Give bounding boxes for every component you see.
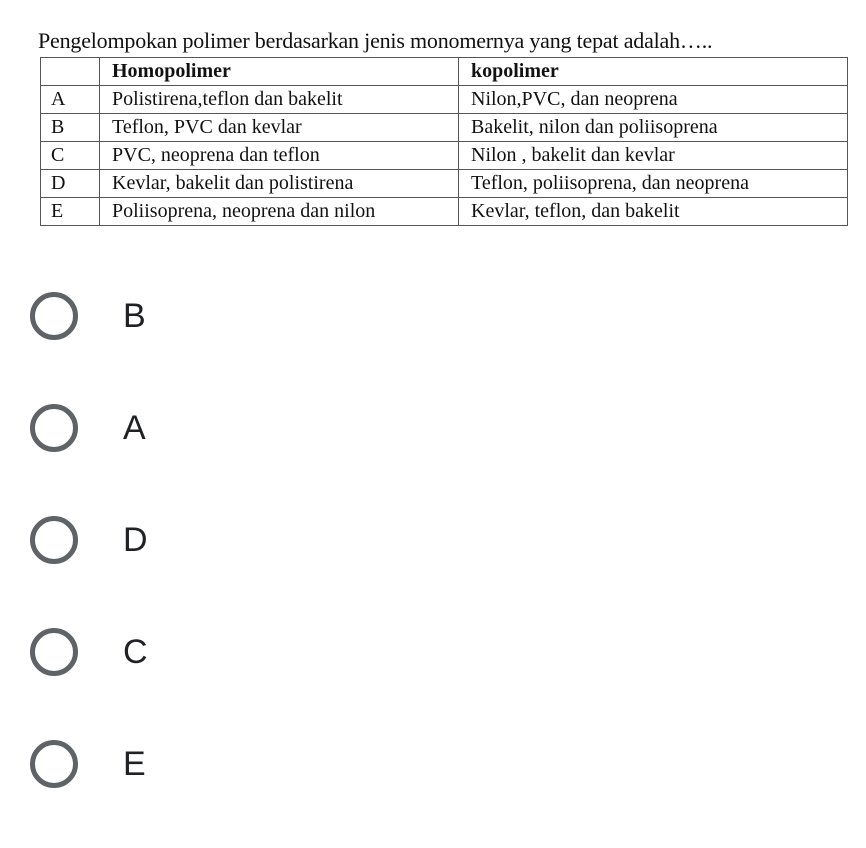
table-cell-homopolimer: Kevlar, bakelit dan polistirena bbox=[100, 170, 459, 198]
question-text: Pengelompokan polimer berdasarkan jenis monomernya yang tepat adalah….. bbox=[38, 28, 713, 53]
table-cell-kopolimer: Kevlar, teflon, dan bakelit bbox=[459, 198, 848, 226]
option-label[interactable]: A bbox=[123, 408, 146, 447]
polymer-table bbox=[40, 57, 848, 226]
option-label[interactable]: B bbox=[123, 296, 146, 335]
table-cell-homopolimer: Poliisoprena, neoprena dan nilon bbox=[100, 198, 459, 226]
radio-button-icon[interactable] bbox=[30, 292, 78, 340]
table-cell-kopolimer: Bakelit, nilon dan poliisoprena bbox=[459, 114, 848, 142]
table-cell-letter: A bbox=[41, 86, 100, 114]
table-row bbox=[41, 170, 848, 198]
table-cell-homopolimer: PVC, neoprena dan teflon bbox=[100, 142, 459, 170]
table-cell-homopolimer: Polistirena,teflon dan bakelit bbox=[100, 86, 459, 114]
option-e[interactable] bbox=[30, 736, 830, 792]
table-cell-letter: B bbox=[41, 114, 100, 142]
option-label[interactable]: E bbox=[123, 744, 146, 783]
table-cell-letter: C bbox=[41, 142, 100, 170]
option-label[interactable]: C bbox=[123, 632, 148, 671]
table-row bbox=[41, 198, 848, 226]
table-header-cell bbox=[41, 58, 100, 86]
option-a[interactable] bbox=[30, 400, 830, 456]
table-header-kopolimer: kopolimer bbox=[459, 58, 848, 86]
table-row bbox=[41, 142, 848, 170]
table-row bbox=[41, 86, 848, 114]
option-d[interactable] bbox=[30, 512, 830, 568]
table-cell-kopolimer: Teflon, poliisoprena, dan neoprena bbox=[459, 170, 848, 198]
option-b[interactable] bbox=[30, 288, 830, 344]
table-header-homopolimer: Homopolimer bbox=[100, 58, 459, 86]
table-cell-homopolimer: Teflon, PVC dan kevlar bbox=[100, 114, 459, 142]
table-row bbox=[41, 114, 848, 142]
answer-options bbox=[30, 288, 830, 848]
table-cell-kopolimer: Nilon , bakelit dan kevlar bbox=[459, 142, 848, 170]
radio-button-icon[interactable] bbox=[30, 404, 78, 452]
table-cell-kopolimer: Nilon,PVC, dan neoprena bbox=[459, 86, 848, 114]
table-cell-letter: D bbox=[41, 170, 100, 198]
table-header-row bbox=[41, 58, 848, 86]
option-label[interactable]: D bbox=[123, 520, 148, 559]
radio-button-icon[interactable] bbox=[30, 628, 78, 676]
radio-button-icon[interactable] bbox=[30, 740, 78, 788]
radio-button-icon[interactable] bbox=[30, 516, 78, 564]
table-cell-letter: E bbox=[41, 198, 100, 226]
option-c[interactable] bbox=[30, 624, 830, 680]
